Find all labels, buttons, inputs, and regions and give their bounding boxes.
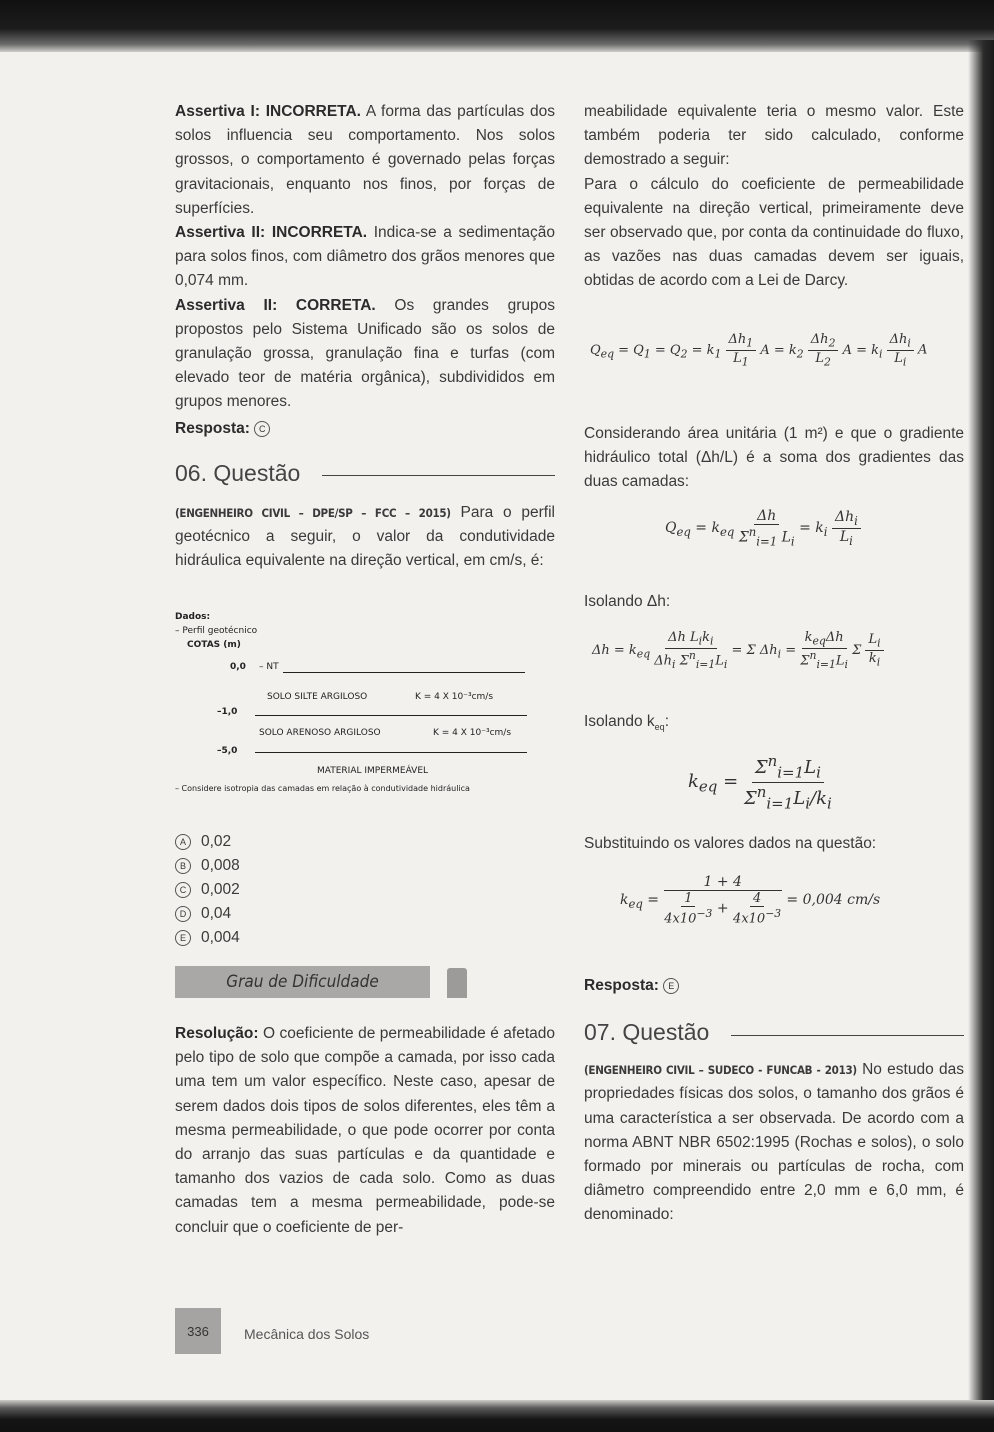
result-value: = 0,004 cm/s: [786, 892, 881, 909]
profile-layer-2: SOLO ARENOSO ARGILOSO: [259, 728, 381, 738]
assertiva-1: Assertiva I: INCORRETA. A forma das partículas dos solos influencia seu comportamento. Nos solos grossos, o comportamento é governado pelas forças gravitacionais, enquanto nos finos, por forças de superfícies.: [175, 103, 556, 217]
profile-cota-0: 0,0: [230, 662, 246, 672]
question-7-block: [584, 1020, 964, 1228]
assertiva-3: Assertiva II: CORRETA. Os grandes grupos propostos pelo Sistema Unificado são os solos de granulação grossa, granulação fina e turfas (com elevado teor de matéria orgânica), subdivididos em grupos menores.: [175, 296, 555, 411]
right-p2: Para o cálculo do coeficiente de permeabilidade equivalente na direção vertical, primeiramente deve ser observado que, por conta da continuidade do fluxo, as vazões nas duas camadas devem ser iguais, obtidas de acordo com a Lei de Darcy.: [584, 175, 964, 290]
right-p3: Considerando área unitária (1 m²) e que o gradiente hidráulico total (Δh/L) é a soma dos gradientes das duas camadas:: [584, 425, 964, 491]
profile-k1: K = 4 X 10⁻³cm/s: [415, 692, 494, 702]
right-p1: meabilidade equivalente teria o mesmo valor. Este também poderia ter sido calculado, conforme demostrado a seguir:: [584, 103, 964, 169]
profile-layer-1: SOLO SILTE ARGILOSO: [267, 692, 368, 702]
answer-letter-circle: E: [663, 978, 679, 994]
profile-nt: – NT: [259, 662, 279, 672]
profile-line-5: [255, 752, 527, 753]
answer-q5: Resposta: C: [175, 417, 555, 441]
profile-perfil: – Perfil geotécnico: [175, 626, 258, 636]
option-d[interactable]: D 0,04: [175, 902, 375, 926]
title-rule: [322, 475, 555, 476]
difficulty-bar: [447, 968, 467, 998]
profile-base: MATERIAL IMPERMEÁVEL: [317, 766, 429, 776]
equation-darcy: $Q_{eq} = Q_1 = Q_2 = k_1$ $\frac{\Delta h_1}{L_1}$ $A = k_2$ $\frac{\Delta h_2}{L_2}$ $A = k_i$ $\frac{\Delta h_i}{L_i}$ A: [590, 332, 928, 369]
answer-letter-circle: C: [254, 421, 270, 437]
profile-cota-1: –1,0: [217, 707, 238, 717]
scan-right-edge: [968, 40, 994, 1410]
resolution: Resolução: O coeficiente de permeabilidade é afetado pelo tipo de solo que compõe a camada, por isso cada uma tem um valor específico. Neste caso, apesar de serem dados dois tipos de solos diferentes, eles têm a mesma permeabilidade, o que pode ocorrer por conta do arranjo das suas partículas e da quantidade e tamanho dos vazios de cada solo. Como as duas camadas tem a mesma permeabilidade, pode-se concluir que o coeficiente de per-: [175, 1025, 555, 1236]
question-7-statement: (ENGENHEIRO CIVIL – SUDECO - FUNCAB - 2013) No estudo das propriedades físicas dos solos, o tamanho dos grãos é uma característica a ser observada. De acordo com a norma ABNT NBR 6502:1995 (Rochas e solos), o solo formado por minerais ou partículas de rocha, com diâmetro compreendido entre 2,0 mm e 6,0 mm, é denominado:: [584, 1061, 964, 1224]
scan-bottom-border: [0, 1400, 994, 1432]
isolando-keq: Isolando $k_{eq}$:: [584, 713, 669, 733]
profile-note: – Considere isotropia das camadas em relação à condutividade hidráulica: [175, 784, 470, 793]
scan-top-border: [0, 0, 994, 52]
profile-line-1: [255, 715, 527, 716]
isolando-dh: Isolando Δh:: [584, 593, 671, 610]
profile-cotas: COTAS (m): [187, 640, 241, 650]
profile-cota-5: –5,0: [217, 746, 238, 756]
difficulty-label: Grau de Dificuldade: [175, 966, 430, 998]
question-6-statement: (ENGENHEIRO CIVIL – DPE/SP – FCC – 2015) Para o perfil geotécnico a seguir, o valor da condutividade hidráulica equivalente na direção vertical, em cm/s, é:: [175, 504, 555, 570]
option-e[interactable]: E 0,004: [175, 926, 375, 950]
option-b[interactable]: B 0,008: [175, 854, 375, 878]
profile-dados: Dados:: [175, 612, 211, 622]
option-c[interactable]: C 0,002: [175, 878, 375, 902]
question-6-title: 06. Questão: [175, 461, 555, 485]
assertiva-2: Assertiva II: INCORRETA. Indica-se a sedimentação para solos finos, com diâmetro dos grãos menores que 0,074 mm.: [175, 224, 555, 290]
book-title: Mecânica dos Solos: [244, 1326, 370, 1342]
right-p4: Substituindo os valores dados na questão:: [584, 835, 877, 852]
left-column: [175, 100, 555, 574]
page-number: 336: [175, 1308, 221, 1354]
right-column: [584, 100, 964, 294]
profile-line-nt: [283, 672, 525, 673]
equation-delta-h: $\Delta h = k_{eq}$ $\frac{\Delta h L_ik_i}{\Delta h_i \Sigma^n_{i=1}L_i}$ = Σ $\Delta h_i$ = $\frac{k_{eq}\Delta h}{\Sigma^n_{i=1}L_i}$ Σ $\frac{L_i}{k_i}$: [592, 630, 884, 671]
equation-keq: $k_{eq}$ = $\frac{\Sigma^n_{i=1}L_i}{\Sigma^n_{i=1}L_i/k_i}$: [688, 752, 832, 813]
profile-k2: K = 4 X 10⁻³cm/s: [433, 728, 512, 738]
question-7-title: 07. Questão: [584, 1020, 964, 1044]
equation-substitution: $k_{eq}$ = 1 + 4 $\frac{1}{4x10^{-3}}$ + $\frac{4}{4x10^{-3}}$ = 0,004 cm/s: [620, 874, 881, 927]
answer-q6: Resposta: E: [584, 974, 964, 998]
question-6-options: [175, 830, 375, 950]
option-a[interactable]: A 0,02: [175, 830, 375, 854]
title-rule: [731, 1035, 964, 1036]
equation-gradient: $Q_{eq} = k_{eq}$ $\frac{\Delta h}{\Sigma^n_{i=1} L_i}$ = $k_i$ $\frac{\Delta h_i}{L_i}$: [665, 508, 861, 548]
geotechnical-profile: [175, 612, 555, 802]
